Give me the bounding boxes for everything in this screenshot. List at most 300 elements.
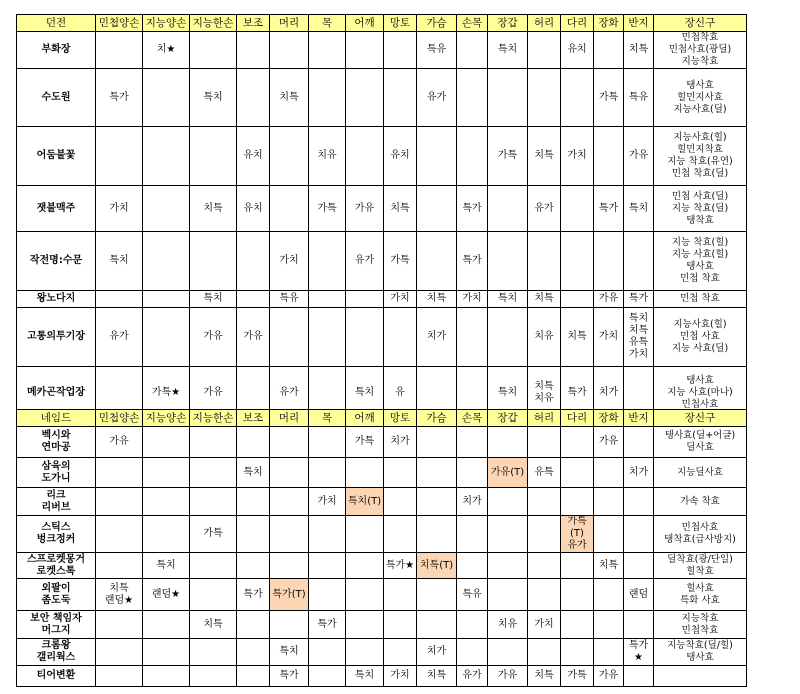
cell-text: 유치	[390, 150, 410, 161]
accessory-cell	[654, 69, 747, 127]
stat-cell	[488, 127, 528, 186]
column-header: 허리	[528, 410, 561, 427]
stat-cell	[143, 186, 190, 232]
stat-cell	[237, 553, 270, 579]
row-name-text: 잿불맥주	[36, 202, 76, 214]
stat-cell	[594, 516, 624, 553]
stat-cell	[624, 611, 654, 639]
stat-cell	[309, 32, 346, 69]
stat-cell	[594, 291, 624, 308]
stat-cell	[237, 666, 270, 687]
column-header: 머리	[270, 410, 309, 427]
cell-text: 가유	[497, 670, 518, 681]
stat-cell	[528, 458, 561, 488]
cell-text: 민첩 착효	[680, 293, 720, 304]
stat-cell	[561, 308, 594, 367]
stat-cell	[417, 69, 457, 127]
cell-text: 특가(T)	[272, 588, 306, 600]
column-header: 지능양손	[143, 15, 190, 32]
stat-cell	[624, 516, 654, 553]
stat-cell	[270, 579, 309, 611]
stat-cell	[96, 639, 143, 666]
cell-text: 가유(T)	[490, 466, 525, 478]
table-row	[17, 458, 747, 488]
cell-text: 특치	[203, 91, 223, 103]
stat-cell	[624, 308, 654, 367]
column-header: 지능한손	[190, 15, 237, 32]
stat-cell	[594, 427, 624, 458]
cell-text: 특치(T)	[347, 495, 382, 507]
stat-cell	[143, 611, 190, 639]
column-header: 민첩양손	[96, 15, 143, 32]
stat-cell	[96, 232, 143, 291]
stat-cell	[270, 553, 309, 579]
accessory-cell	[654, 232, 747, 291]
stat-cell	[384, 186, 417, 232]
stat-cell	[457, 32, 488, 69]
stat-cell	[270, 32, 309, 69]
stat-cell	[457, 308, 488, 367]
stat-cell	[488, 553, 528, 579]
cell-text: 특치	[203, 293, 223, 304]
stat-cell	[346, 427, 384, 458]
stat-cell	[417, 186, 457, 232]
cell-text: 치특	[628, 44, 649, 55]
stat-cell	[624, 232, 654, 291]
column-header: 민첩양손	[96, 410, 143, 427]
stat-cell	[594, 127, 624, 186]
stat-cell	[624, 427, 654, 458]
cell-text: 치가	[628, 466, 649, 478]
row-name-text: 고통의투기장	[27, 331, 85, 342]
cell-text: 지능착효 민첩착효	[681, 612, 719, 636]
stat-cell	[384, 291, 417, 308]
cell-text: 특치	[243, 466, 263, 478]
stat-cell	[237, 291, 270, 308]
stat-cell	[561, 639, 594, 666]
stat-cell	[96, 291, 143, 308]
cell-text: 가치	[567, 150, 587, 161]
stat-cell	[143, 32, 190, 69]
cell-text: 가특	[203, 528, 223, 539]
cell-text: 치★	[156, 44, 176, 55]
stat-cell	[457, 291, 488, 308]
cell-text: 가치	[598, 331, 619, 342]
stat-cell	[309, 308, 346, 367]
cell-text: 치유	[317, 150, 337, 161]
stat-cell	[96, 666, 143, 687]
row-name	[17, 611, 96, 639]
table-row	[17, 127, 747, 186]
stat-cell	[270, 639, 309, 666]
cell-text: 치특	[567, 331, 587, 342]
stat-cell	[528, 516, 561, 553]
stat-cell	[309, 232, 346, 291]
stat-cell	[594, 232, 624, 291]
column-header: 보조	[237, 410, 270, 427]
row-name-text: 부화장	[41, 44, 71, 55]
stat-cell	[346, 579, 384, 611]
stat-cell	[384, 127, 417, 186]
row-name	[17, 232, 96, 291]
cell-text: 가특	[497, 150, 518, 161]
stat-cell	[96, 458, 143, 488]
stat-cell	[270, 666, 309, 687]
stat-cell	[624, 291, 654, 308]
cell-text: 특치	[354, 386, 375, 398]
column-header: 장신구	[654, 15, 747, 32]
stat-cell	[488, 488, 528, 516]
stat-cell	[190, 666, 237, 687]
stat-cell	[417, 427, 457, 458]
stat-cell	[346, 553, 384, 579]
stat-cell	[488, 579, 528, 611]
stat-cell	[488, 69, 528, 127]
header-row	[17, 410, 747, 427]
stat-cell	[457, 488, 488, 516]
stat-cell	[309, 579, 346, 611]
accessory-cell	[654, 639, 747, 666]
stat-cell	[594, 553, 624, 579]
stat-cell	[488, 186, 528, 232]
stat-cell	[190, 69, 237, 127]
stat-cell	[270, 516, 309, 553]
stat-cell	[624, 488, 654, 516]
stat-cell	[417, 308, 457, 367]
cell-text: 가유	[628, 150, 649, 161]
cell-text: 치특	[534, 670, 554, 681]
stat-cell	[346, 639, 384, 666]
stat-cell	[624, 579, 654, 611]
cell-text: 딜착효(광/단일) 힐착효	[667, 553, 733, 577]
stat-cell	[96, 308, 143, 367]
stat-cell	[96, 611, 143, 639]
stat-cell	[417, 666, 457, 687]
stat-cell	[594, 488, 624, 516]
stat-cell	[346, 127, 384, 186]
row-name-text: 티어변환	[36, 670, 76, 681]
stat-cell	[270, 291, 309, 308]
column-header: 목	[309, 410, 346, 427]
cell-text: 가특(T) 유가	[567, 516, 587, 551]
table-row	[17, 553, 747, 579]
stat-cell	[190, 516, 237, 553]
stat-cell	[270, 69, 309, 127]
row-name-text: 왕노다지	[36, 293, 76, 304]
stat-cell	[528, 232, 561, 291]
stat-cell	[561, 291, 594, 308]
cell-text: 특가	[317, 618, 337, 630]
row-name	[17, 32, 96, 69]
cell-text: 유	[395, 386, 405, 398]
stat-cell	[417, 516, 457, 553]
stat-cell	[417, 232, 457, 291]
row-name-text: 스틱스 벙크정커	[36, 522, 76, 545]
stat-cell	[488, 611, 528, 639]
stat-cell	[309, 553, 346, 579]
cell-text: 유가	[462, 670, 482, 681]
stat-cell	[309, 127, 346, 186]
row-name	[17, 488, 96, 516]
row-name-text: 벡시와 연마공	[41, 430, 71, 453]
stat-cell	[190, 291, 237, 308]
dungeon-loot-table	[16, 14, 747, 419]
stat-cell	[528, 579, 561, 611]
stat-cell	[346, 186, 384, 232]
stat-cell	[270, 232, 309, 291]
stat-cell	[237, 427, 270, 458]
stat-cell	[190, 232, 237, 291]
cell-text: 가유	[109, 436, 129, 447]
cell-text: 특가	[628, 293, 649, 304]
stat-cell	[237, 639, 270, 666]
table-row	[17, 488, 747, 516]
column-header: 반지	[624, 15, 654, 32]
cell-text: 유치	[243, 150, 263, 161]
cell-text: 특가	[462, 202, 482, 214]
stat-cell	[384, 553, 417, 579]
stat-cell	[237, 32, 270, 69]
table-row	[17, 69, 747, 127]
stat-cell	[528, 69, 561, 127]
stat-cell	[528, 553, 561, 579]
cell-text: 가특	[317, 202, 337, 214]
cell-text: 가치	[317, 495, 337, 507]
cell-text: 특가	[279, 670, 299, 681]
stat-cell	[96, 69, 143, 127]
stat-cell	[384, 232, 417, 291]
row-name-text: 보안 책임자 머그지	[30, 612, 82, 636]
stat-cell	[488, 32, 528, 69]
cell-text: 탱사효(딜+어글) 딜사효	[664, 430, 736, 453]
cell-text: 특가	[462, 255, 482, 266]
stat-cell	[346, 458, 384, 488]
cell-text: 특치	[497, 386, 518, 398]
column-header: 가슴	[417, 410, 457, 427]
cell-text: 유가	[279, 386, 299, 398]
cell-text: 유특	[534, 466, 554, 478]
stat-cell	[143, 639, 190, 666]
stat-cell	[270, 611, 309, 639]
table-row	[17, 308, 747, 367]
cell-text: 가특	[354, 436, 375, 447]
cell-text: 가속 착효	[680, 495, 720, 507]
stat-cell	[594, 666, 624, 687]
cell-text: 가유	[203, 331, 223, 342]
cell-text: 치특	[426, 670, 447, 681]
stat-cell	[309, 639, 346, 666]
accessory-cell	[654, 427, 747, 458]
cell-text: 가유	[598, 670, 619, 681]
cell-text: 치가	[390, 436, 410, 447]
stat-cell	[457, 186, 488, 232]
cell-text: 치특	[534, 150, 554, 161]
stat-cell	[488, 458, 528, 488]
cell-text: 랜덤	[628, 588, 649, 600]
stat-cell	[561, 579, 594, 611]
stat-cell	[190, 32, 237, 69]
column-header: 허리	[528, 15, 561, 32]
stat-cell	[190, 639, 237, 666]
stat-cell	[346, 516, 384, 553]
stat-cell	[309, 427, 346, 458]
stat-cell	[457, 427, 488, 458]
cell-text: 지능 착효(힐) 지능 사효(힐) 탱사효 민첩 착효	[671, 237, 729, 284]
stat-cell	[561, 553, 594, 579]
cell-text: 유치	[567, 44, 587, 55]
stat-cell	[528, 488, 561, 516]
header-label: 네임드	[17, 410, 96, 427]
table-row	[17, 186, 747, 232]
stat-cell	[384, 69, 417, 127]
cell-text: 랜덤★	[151, 588, 181, 600]
stat-cell	[561, 611, 594, 639]
cell-text: 특치	[156, 559, 176, 571]
stat-cell	[346, 308, 384, 367]
cell-text: 치가	[426, 331, 447, 342]
row-name	[17, 291, 96, 308]
column-header: 지능한손	[190, 410, 237, 427]
stat-cell	[384, 666, 417, 687]
cell-text: 특가	[567, 386, 587, 398]
stat-cell	[417, 579, 457, 611]
stat-cell	[237, 516, 270, 553]
cell-text: 특치 치특 유특 가치	[628, 313, 649, 360]
cell-text: 특치	[497, 44, 518, 55]
stat-cell	[561, 666, 594, 687]
stat-cell	[96, 186, 143, 232]
row-name	[17, 516, 96, 553]
stat-cell	[237, 488, 270, 516]
cell-text: 힐사효 특화 사효	[680, 582, 720, 606]
stat-cell	[96, 427, 143, 458]
table-row	[17, 232, 747, 291]
table-row	[17, 639, 747, 666]
cell-text: 가특	[390, 255, 410, 266]
stat-cell	[594, 611, 624, 639]
stat-cell	[488, 516, 528, 553]
row-name	[17, 69, 96, 127]
stat-cell	[624, 639, 654, 666]
cell-text: 유치	[243, 202, 263, 214]
row-name	[17, 186, 96, 232]
stat-cell	[309, 611, 346, 639]
stat-cell	[384, 579, 417, 611]
column-header: 다리	[561, 410, 594, 427]
table-row	[17, 427, 747, 458]
stat-cell	[270, 186, 309, 232]
column-header: 가슴	[417, 15, 457, 32]
accessory-cell	[654, 291, 747, 308]
stat-cell	[384, 427, 417, 458]
stat-cell	[594, 32, 624, 69]
row-name-text: 어둠불꽃	[36, 150, 76, 161]
stat-cell	[143, 516, 190, 553]
stat-cell	[457, 579, 488, 611]
cell-text: 특가	[598, 202, 619, 214]
cell-text: 치특	[390, 202, 410, 214]
cell-text: 가유	[203, 386, 223, 398]
stat-cell	[237, 127, 270, 186]
cell-text: 가유	[598, 293, 619, 304]
cell-text: 특치	[497, 293, 518, 304]
table-row	[17, 579, 747, 611]
column-header: 장신구	[654, 410, 747, 427]
cell-text: 가치	[109, 202, 129, 214]
stat-cell	[190, 488, 237, 516]
stat-cell	[624, 666, 654, 687]
table-row	[17, 516, 747, 553]
stat-cell	[417, 458, 457, 488]
row-name-text: 삼육의 도가니	[41, 460, 71, 484]
table-row	[17, 32, 747, 69]
cell-text: 치가	[598, 386, 619, 398]
stat-cell	[190, 186, 237, 232]
column-header: 망토	[384, 410, 417, 427]
cell-text: 가특	[598, 91, 619, 103]
stat-cell	[143, 666, 190, 687]
stat-cell	[190, 127, 237, 186]
cell-text: 치가	[462, 495, 482, 507]
stat-cell	[270, 308, 309, 367]
stat-cell	[270, 488, 309, 516]
cell-text: 지능착효(딜/힐) 탱사효	[667, 640, 733, 663]
table-row	[17, 666, 747, 687]
column-header: 손목	[457, 15, 488, 32]
stat-cell	[143, 579, 190, 611]
stat-cell	[488, 308, 528, 367]
stat-cell	[417, 611, 457, 639]
table-row	[17, 611, 747, 639]
stat-cell	[237, 308, 270, 367]
stat-cell	[528, 308, 561, 367]
cell-text: 특치	[354, 670, 375, 681]
stat-cell	[143, 127, 190, 186]
stat-cell	[561, 488, 594, 516]
stat-cell	[143, 291, 190, 308]
stat-cell	[346, 291, 384, 308]
cell-text: 특치	[279, 646, 299, 657]
column-header: 장화	[594, 15, 624, 32]
column-header: 장갑	[488, 410, 528, 427]
cell-text: 특가★	[628, 640, 649, 663]
stat-cell	[270, 458, 309, 488]
row-name	[17, 308, 96, 367]
stat-cell	[594, 458, 624, 488]
stat-cell	[384, 308, 417, 367]
stat-cell	[624, 69, 654, 127]
column-header: 망토	[384, 15, 417, 32]
cell-text: 가유	[243, 331, 263, 342]
stat-cell	[488, 639, 528, 666]
stat-cell	[417, 553, 457, 579]
cell-text: 치특	[534, 293, 554, 304]
stat-cell	[417, 639, 457, 666]
cell-text: 치특	[203, 618, 223, 630]
stat-cell	[561, 516, 594, 553]
accessory-cell	[654, 308, 747, 367]
cell-text: 가유	[598, 436, 619, 447]
accessory-cell	[654, 127, 747, 186]
accessory-cell	[654, 611, 747, 639]
accessory-cell	[654, 516, 747, 553]
stat-cell	[594, 186, 624, 232]
accessory-cell	[654, 32, 747, 69]
stat-cell	[309, 291, 346, 308]
stat-cell	[96, 553, 143, 579]
stat-cell	[528, 32, 561, 69]
stat-cell	[457, 516, 488, 553]
